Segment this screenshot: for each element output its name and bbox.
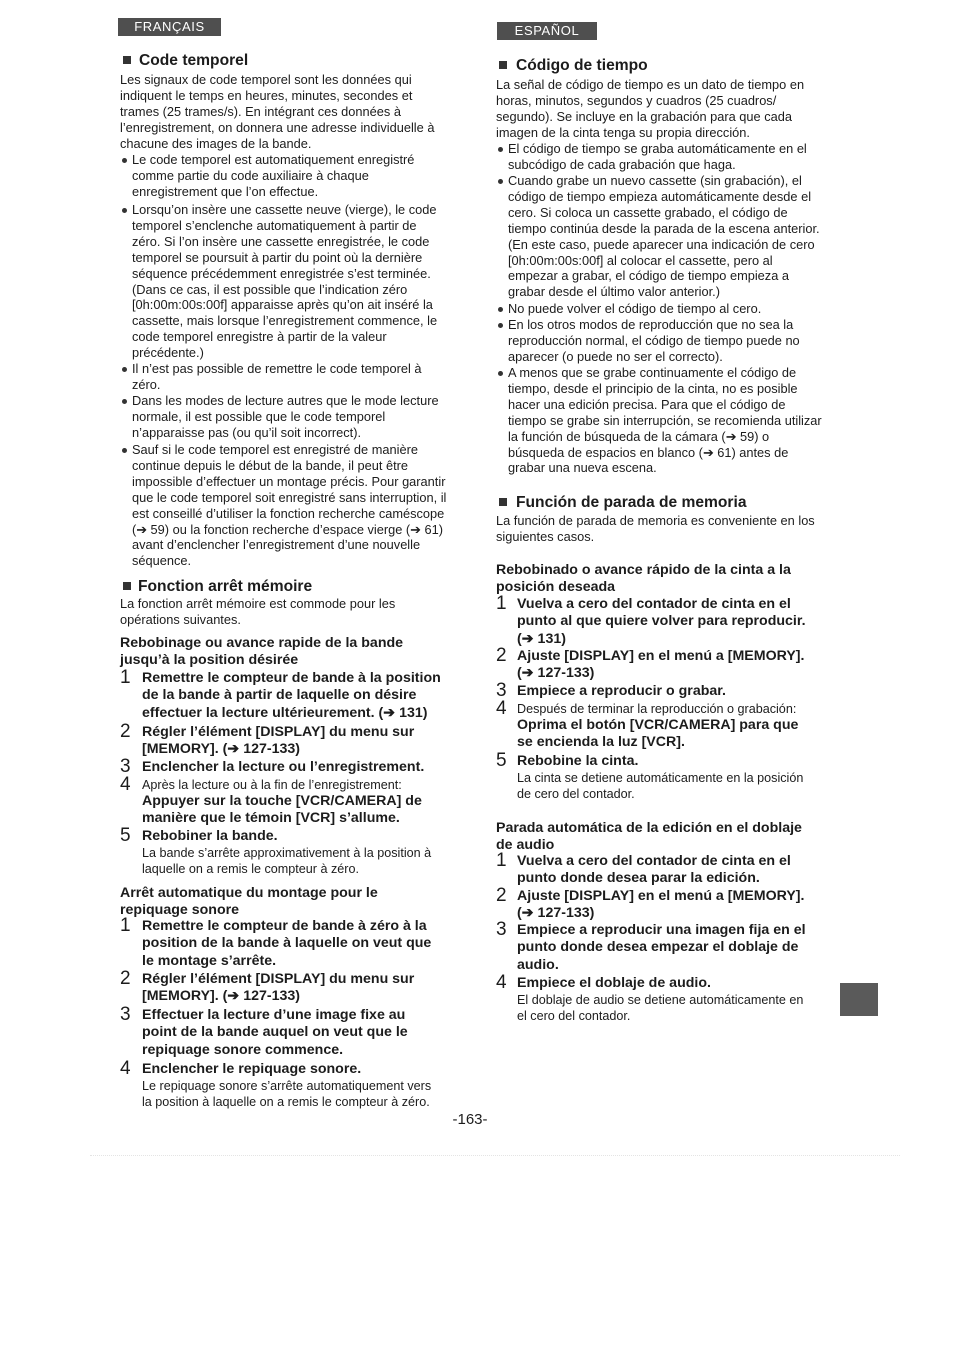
- bullet-text: Dans les modes de lecture autres que le mode lecture normale, il est possible que le code temporel n’apparaisse pas (ou qu’il soit incorrect).: [132, 393, 439, 440]
- square-bullet-icon: [499, 498, 507, 506]
- step-item: [496, 919, 836, 974]
- step-note: La cinta se detiene automáticamente en la posición de cero del contador.: [517, 771, 804, 802]
- step-item: [496, 750, 836, 802]
- step-lead-text: Después de terminar la reproducción o grabación:: [517, 702, 797, 716]
- bullet-text: Le code temporel est automatiquement enregistré comme partie du code auxiliaire à chaque enregistrement que l’on effectue.: [132, 152, 415, 199]
- step-number: 2: [496, 885, 507, 906]
- step-number: 4: [496, 698, 507, 719]
- step-text: Rebobiner la bande.: [142, 828, 278, 844]
- subheading-audio-dub: Arrêt automatique du montage pour le repiquage sonore: [120, 884, 378, 918]
- bullet-dot-icon: [122, 367, 127, 372]
- step-text: Remettre le compteur de bande à la position de la bande à partir de laquelle on désire effectuer la lecture ultérieurement. (➔ 131): [142, 670, 441, 721]
- step-text: Ajuste [DISPLAY] en el menú a [MEMORY]. (➔ 127-133): [517, 648, 805, 682]
- step-item: [496, 680, 836, 701]
- bullet-dot-icon: [498, 307, 503, 312]
- section-heading-time-code: [123, 52, 248, 70]
- heading-text: Código de tiempo: [516, 57, 648, 74]
- bullet-text: En los otros modos de reproducción que no sea la reproducción normal, el código de tiempo puede no aparecer (o puede no ser el correcto).: [508, 317, 800, 364]
- step-text: Rebobine la cinta.: [517, 753, 639, 769]
- intro-paragraph: La función de parada de memoria es conveniente en los siguientes casos.: [496, 513, 815, 544]
- step-note: Le repiquage sonore s’arrête automatiquement vers la position à laquelle on a remis le compteur à zéro.: [142, 1079, 432, 1110]
- step-item: [120, 1058, 465, 1110]
- step-lead-text: Après la lecture ou à la fin de l’enregistrement:: [142, 778, 402, 792]
- square-bullet-icon: [123, 56, 131, 64]
- step-item: [120, 825, 465, 877]
- bullet-dot-icon: [122, 399, 127, 404]
- step-number: 1: [496, 593, 507, 614]
- step-number: 1: [120, 667, 131, 688]
- bullet-item: [496, 173, 836, 300]
- step-item: [120, 774, 465, 828]
- step-number: 2: [496, 645, 507, 666]
- step-number: 3: [120, 756, 131, 777]
- step-number: 4: [496, 972, 507, 993]
- step-text: Empiece a reproducir una imagen fija en el punto donde desea empezar el doblaje de audio.: [517, 922, 806, 973]
- step-number: 5: [120, 825, 131, 846]
- bullet-text: El código de tiempo se graba automáticamente en el subcódigo de cada grabación que haga.: [508, 141, 807, 172]
- step-item: [496, 885, 836, 923]
- step-number: 4: [120, 1058, 131, 1079]
- square-bullet-icon: [499, 61, 507, 69]
- language-tab-french: FRANÇAIS: [118, 18, 221, 36]
- bullet-dot-icon: [498, 323, 503, 328]
- step-number: 2: [120, 721, 131, 742]
- scan-edge-divider: [90, 1155, 900, 1156]
- intro-paragraph: La señal de código de tiempo es un dato de tiempo en horas, minutos, segundos y cuadros (25 cuadros/ segundo). Se incluye en la grabación para que cada imagen de la cinta tenga su propia dirección.: [496, 77, 805, 140]
- subheading-audio-dub: Parada automática de la edición en el doblaje de audio: [496, 819, 802, 853]
- step-item: [120, 1004, 465, 1059]
- section-heading-memory-stop: [499, 494, 747, 512]
- heading-text: Función de parada de memoria: [516, 494, 747, 511]
- bullet-dot-icon: [122, 208, 127, 213]
- step-number: 2: [120, 968, 131, 989]
- heading-text: Fonction arrêt mémoire: [138, 578, 313, 595]
- step-text: Oprima el botón [VCR/CAMERA] para que se encienda la luz [VCR].: [517, 717, 799, 751]
- step-text: Régler l’élément [DISPLAY] du menu sur [MEMORY]. (➔ 127-133): [142, 971, 415, 1005]
- bullet-text: Il n’est pas possible de remettre le code temporel à zéro.: [132, 361, 422, 392]
- step-item: [120, 968, 465, 1006]
- square-bullet-icon: [123, 582, 131, 590]
- step-text: Empiece a reproducir o grabar.: [517, 683, 726, 699]
- bullet-item: [120, 202, 465, 361]
- page-number: -163-: [452, 1111, 488, 1128]
- step-text: Appuyer sur la touche [VCR/CAMERA] de manière que le témoin [VCR] s’allume.: [142, 793, 422, 827]
- step-text: Empiece el doblaje de audio.: [517, 975, 711, 991]
- language-tab-spanish: ESPAÑOL: [497, 22, 597, 40]
- bullet-dot-icon: [122, 158, 127, 163]
- step-note: El doblaje de audio se detiene automáticamente en el cero del contador.: [517, 993, 804, 1024]
- bullet-text: A menos que se grabe continuamente el código de tiempo, desde el principio de la cinta, no es posible hacer una edición precisa. Para que el código de tiempo se grabe sin interrupción, se recomienda utilizar la función de búsqueda de la cámara (➔ 59) o búsqueda de espacios en blanco (➔ 61) antes de grabar una nueva escena.: [508, 365, 822, 476]
- bullet-item: [120, 152, 465, 200]
- step-number: 3: [496, 919, 507, 940]
- step-item: [496, 593, 836, 648]
- step-number: 3: [496, 680, 507, 701]
- step-item: [120, 721, 465, 759]
- step-note: La bande s’arrête approximativement à la position à laquelle on a remis le compteur à zéro.: [142, 846, 432, 877]
- step-item: [496, 645, 836, 683]
- bullet-item: [496, 141, 836, 173]
- bullet-dot-icon: [498, 147, 503, 152]
- step-text: Enclencher le repiquage sonore.: [142, 1061, 362, 1077]
- step-text: Vuelva a cero del contador de cinta en el punto donde desea parar la edición.: [517, 853, 791, 887]
- bullet-item: [120, 393, 465, 441]
- step-text: Vuelva a cero del contador de cinta en el punto al que quiere volver para reproducir. (➔ 131): [517, 596, 806, 647]
- step-number: 4: [120, 774, 131, 795]
- section-edge-marker: [840, 983, 878, 1016]
- section-heading-memory-stop: [123, 578, 312, 596]
- step-item: [496, 850, 836, 888]
- heading-text: Code temporel: [139, 52, 249, 69]
- subheading-rewind: Rebobinado o avance rápido de la cinta a la posición deseada: [496, 561, 791, 595]
- step-item: [120, 915, 465, 970]
- section-heading-time-code: [499, 57, 648, 75]
- bullet-item: [496, 317, 836, 365]
- bullet-dot-icon: [498, 179, 503, 184]
- step-text: Remettre le compteur de bande à zéro à la position de la bande à laquelle on veut que le montage s’arrête.: [142, 918, 432, 969]
- bullet-item: [496, 365, 836, 476]
- step-number: 5: [496, 750, 507, 771]
- bullet-dot-icon: [498, 371, 503, 376]
- bullet-text: No puede volver el código de tiempo al cero.: [508, 301, 762, 316]
- bullet-text: Cuando grabe un nuevo cassette (sin grabación), el código de tiempo empieza automáticamente desde el cero. Si coloca un cassette grabado, el código de tiempo continúa desde la parada de la escena anterior. (En este caso, puede aparecer una indicación de cero [0h:00m:00s:00f] al colocar el cassette, pero al empezar a grabar, el código de tiempo empieza a grabar desde el último valor anterior.): [508, 173, 820, 300]
- intro-paragraph: La fonction arrêt mémoire est commode pour les opérations suivantes.: [120, 596, 396, 627]
- step-item: [496, 972, 836, 1024]
- step-number: 1: [496, 850, 507, 871]
- bullet-item: [120, 442, 465, 569]
- intro-paragraph: Les signaux de code temporel sont les données qui indiquent le temps en heures, minutes, secondes et trames (25 trames/s). En intégrant ces données à l’enregistrement, on donnera une adresse individuelle à chacune des images de la bande.: [120, 72, 435, 151]
- subheading-rewind: Rebobinage ou avance rapide de la bande jusqu’à la position désirée: [120, 634, 404, 668]
- step-text: Effectuer la lecture d’une image fixe au point de la bande auquel on veut que le repiquage sonore commence.: [142, 1007, 408, 1058]
- step-number: 3: [120, 1004, 131, 1025]
- bullet-text: Sauf si le code temporel est enregistré de manière continue depuis le début de la bande, il peut être impossible d’effectuer un montage précis. Pour garantir que le code temporel soit enregistré sans interruption, il est conseillé d’utiliser la fonction recherche caméscope (➔ 59) ou la fonction recherche d’espace vierge (➔ 61) avant d’enclencher l’enregistrement d’une nouvelle séquence.: [132, 442, 447, 569]
- step-item: [496, 698, 836, 752]
- bullet-dot-icon: [122, 448, 127, 453]
- bullet-item: [496, 301, 836, 317]
- step-text: Ajuste [DISPLAY] en el menú a [MEMORY]. (➔ 127-133): [517, 888, 805, 922]
- step-text: Enclencher la lecture ou l’enregistrement.: [142, 759, 425, 775]
- step-text: Régler l’élément [DISPLAY] du menu sur [MEMORY]. (➔ 127-133): [142, 724, 415, 758]
- step-item: [120, 667, 465, 722]
- bullet-text: Lorsqu’on insère une cassette neuve (vierge), le code temporel s’enclenche automatiquement à partir de zéro. Si l’on insère une cassette enregistrée, le code temporel se poursuit à partir du point où la dernière séquence précédemment enregistrée s’est terminée. (Dans ce cas, il est possible que l’indication zéro [0h:00m:00s:00f] apparaisse après qu’on ait inséré la cassette, mais lorsque l’enregistrement commence, le code temporel enregistre à partir de la valeur précédente.): [132, 202, 438, 361]
- step-number: 1: [120, 915, 131, 936]
- step-item: [120, 756, 465, 777]
- bullet-item: [120, 361, 465, 393]
